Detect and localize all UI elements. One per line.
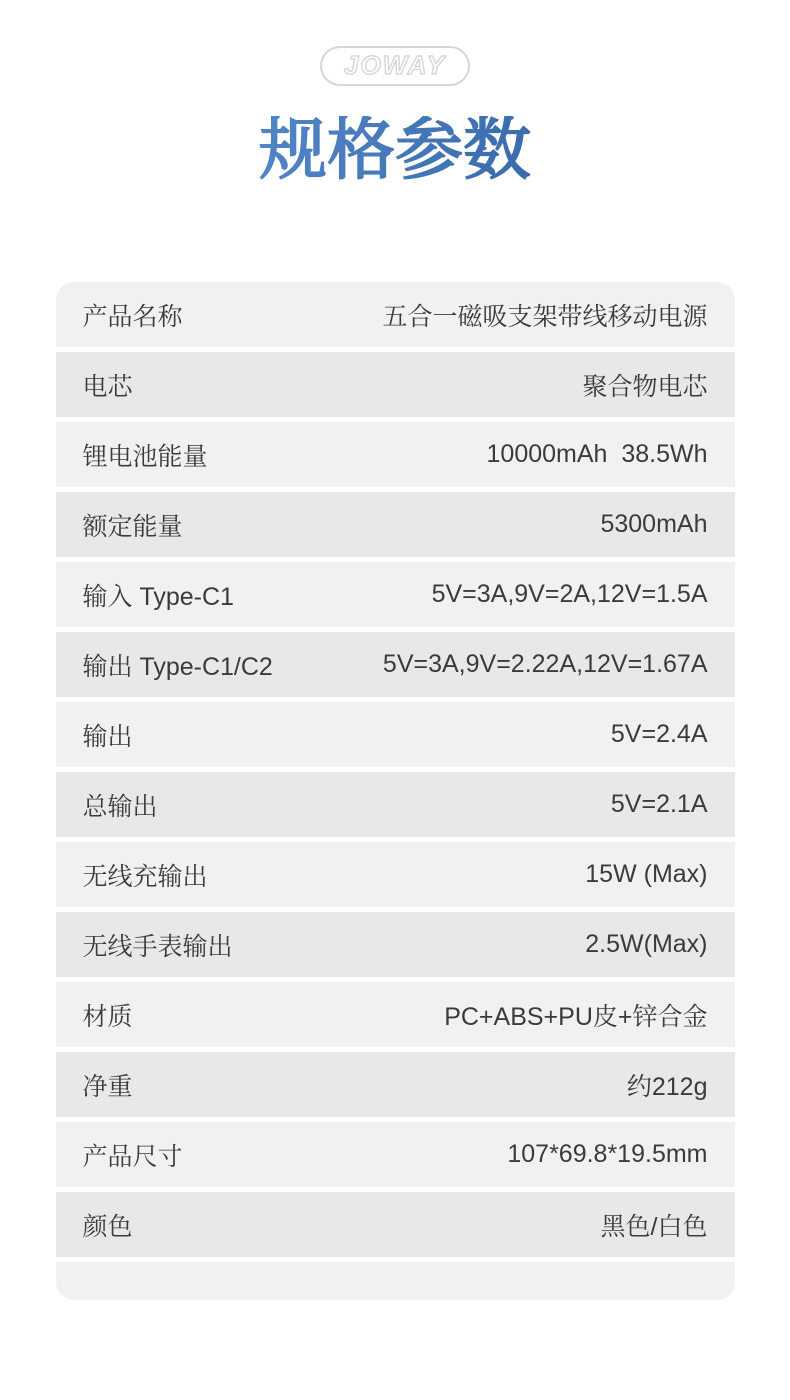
row-value: PC+ABS+PU皮+锌合金 (444, 1002, 708, 1031)
table-row (56, 282, 735, 347)
row-label: 输出 (82, 722, 133, 751)
brand-logo (0, 0, 790, 86)
row-value: 五合一磁吸支架带线移动电源 (382, 302, 708, 331)
row-value: 5V=3A,9V=2A,12V=1.5A (431, 580, 708, 608)
row-label: 电芯 (82, 372, 133, 401)
table-row (56, 1052, 735, 1117)
row-label: 总输出 (82, 792, 158, 821)
brand-logo-pill (320, 46, 470, 86)
table-row (56, 912, 735, 977)
brand-logo-text: JOWAY (344, 50, 446, 80)
table-row (56, 632, 735, 697)
row-label: 材质 (82, 1002, 133, 1031)
spec-table (56, 282, 735, 1300)
row-value: 5V=2.4A (610, 720, 708, 748)
row-value: 5300mAh (600, 510, 708, 538)
table-row (56, 422, 735, 487)
row-label: 产品名称 (82, 302, 183, 331)
row-label: 锂电池能量 (82, 442, 208, 471)
row-value: 黑色/白色 (600, 1212, 708, 1241)
row-value: 5V=2.1A (610, 790, 708, 818)
row-value: 聚合物电芯 (582, 372, 708, 401)
table-row (56, 982, 735, 1047)
row-value: 107*69.8*19.5mm (507, 1140, 708, 1168)
table-row (56, 352, 735, 417)
row-label: 产品尺寸 (82, 1142, 183, 1171)
page-title: 规格参数 (0, 116, 790, 184)
row-value: 15W (Max) (585, 860, 708, 888)
row-value: 10000mAh 38.5Wh (486, 440, 708, 468)
spec-table-body (56, 282, 735, 1257)
table-row (56, 772, 735, 837)
table-row (56, 492, 735, 557)
row-label: 颜色 (82, 1212, 133, 1241)
row-label: 额定能量 (82, 512, 183, 541)
spec-table-footer-strip (56, 1262, 735, 1300)
row-label: 输入 Type-C1 (82, 582, 234, 611)
row-label: 无线充输出 (82, 862, 208, 891)
row-value: 5V=3A,9V=2.22A,12V=1.67A (382, 650, 708, 678)
row-label: 无线手表输出 (82, 932, 233, 961)
table-row (56, 702, 735, 767)
row-value: 2.5W(Max) (585, 930, 708, 958)
table-row (56, 1122, 735, 1187)
row-value: 约212g (626, 1072, 708, 1101)
table-row (56, 562, 735, 627)
table-row (56, 1192, 735, 1257)
row-label: 输出 Type-C1/C2 (82, 652, 273, 681)
row-label: 净重 (82, 1072, 133, 1101)
table-row (56, 842, 735, 907)
